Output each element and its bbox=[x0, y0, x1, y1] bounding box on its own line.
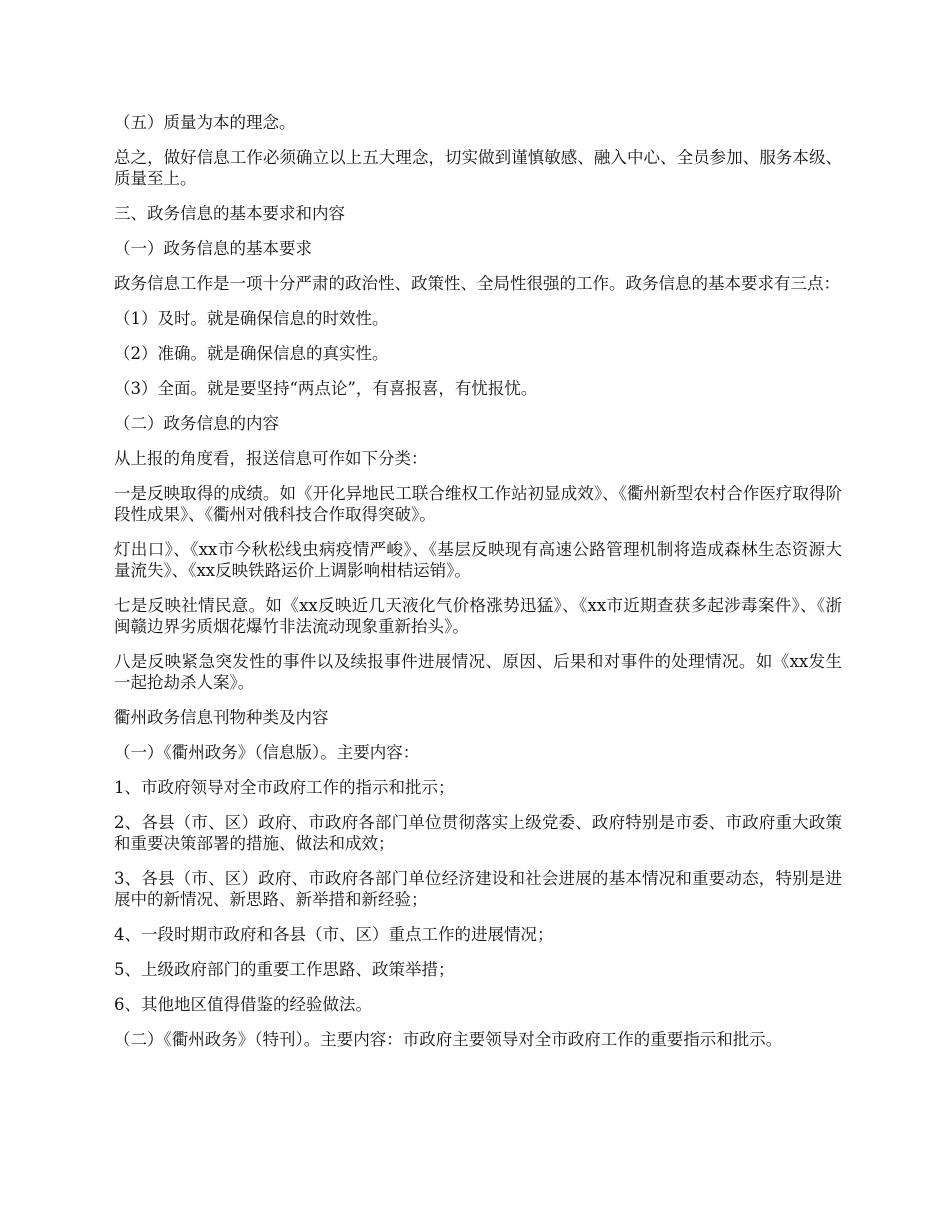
list-item-1: 1、市政府领导对全市政府工作的指示和批示； bbox=[114, 778, 455, 797]
list-item-4: 4、一段时期市政府和各县（市、区）重点工作的进展情况； bbox=[114, 925, 554, 944]
list-item-timely: （1）及时。就是确保信息的时效性。 bbox=[114, 309, 389, 328]
document-body bbox=[114, 112, 842, 1064]
list-item-accurate: （2）准确。就是确保信息的真实性。 bbox=[114, 344, 389, 363]
subheading-basic-requirements: （一）政务信息的基本要求 bbox=[114, 239, 312, 258]
paragraph-category-8: 八是反映紧急突发性的事件以及续报事件进展情况、原因、后果和对事件的处理情况。如《xx发生一起抢劫杀人案》。 bbox=[114, 652, 842, 692]
list-item-5: 5、上级政府部门的重要工作思路、政策举措； bbox=[114, 960, 455, 979]
list-item-comprehensive: （3）全面。就是要坚持“两点论”，有喜报喜，有忧报忧。 bbox=[114, 379, 538, 398]
paragraph-category-7: 七是反映社情民意。如《xx反映近几天液化气价格涨势迅猛》、《xx市近期查获多起涉毒案件》、《浙闽赣边界劣质烟花爆竹非法流动现象重新抬头》。 bbox=[114, 596, 842, 636]
list-item-2: 2、各县（市、区）政府、市政府各部门单位贯彻落实上级党委、政府特别是市委、市政府重大政策和重要决策部署的措施、做法和成效； bbox=[114, 813, 842, 853]
paragraph-requirements-intro: 政务信息工作是一项十分严肃的政治性、政策性、全局性很强的工作。政务信息的基本要求有三点： bbox=[114, 274, 840, 293]
paragraph-category-fragment: 灯出口》、《xx市今秋松线虫病疫情严峻》、《基层反映现有高速公路管理机制将造成森林生态资源大量流失》、《xx反映铁路运价上调影响柑桔运销》。 bbox=[114, 540, 842, 580]
paragraph-summary: 总之，做好信息工作必须确立以上五大理念，切实做到谨慎敏感、融入中心、全员参加、服务本级、质量至上。 bbox=[114, 148, 842, 188]
heading-publication-types: 衢州政务信息刊物种类及内容 bbox=[114, 708, 329, 727]
subheading-special-edition: （二）《衢州政务》（特刊）。主要内容：市政府主要领导对全市政府工作的重要指示和批示。 bbox=[114, 1030, 783, 1049]
section-heading-3: 三、政务信息的基本要求和内容 bbox=[114, 204, 345, 223]
paragraph-classification-intro: 从上报的角度看，报送信息可作如下分类： bbox=[114, 449, 428, 468]
list-item-6: 6、其他地区值得借鉴的经验做法。 bbox=[114, 995, 372, 1014]
paragraph-quality-concept: （五）质量为本的理念。 bbox=[114, 113, 296, 132]
subheading-info-edition: （一）《衢州政务》（信息版）。主要内容： bbox=[114, 743, 420, 762]
paragraph-category-1: 一是反映取得的成绩。如《开化异地民工联合维权工作站初显成效》、《衢州新型农村合作医疗取得阶段性成果》、《衢州对俄科技合作取得突破》。 bbox=[114, 484, 842, 524]
subheading-info-content: （二）政务信息的内容 bbox=[114, 414, 279, 433]
list-item-3: 3、各县（市、区）政府、市政府各部门单位经济建设和社会进展的基本情况和重要动态，特别是进展中的新情况、新思路、新举措和新经验； bbox=[114, 869, 842, 909]
